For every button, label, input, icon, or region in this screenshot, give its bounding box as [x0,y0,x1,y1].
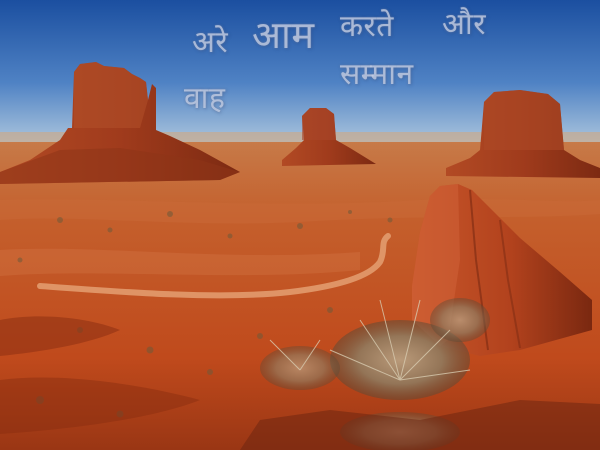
overlay-word-karte: करते [340,9,394,44]
overlay-word-aam: आम [252,13,315,57]
overlay-word-samman: सम्मान [340,57,414,92]
overlay-word-are: अरे [192,25,229,60]
overlay-word-aur: और [442,7,486,42]
overlay-word-vaah: वाह [184,81,226,116]
